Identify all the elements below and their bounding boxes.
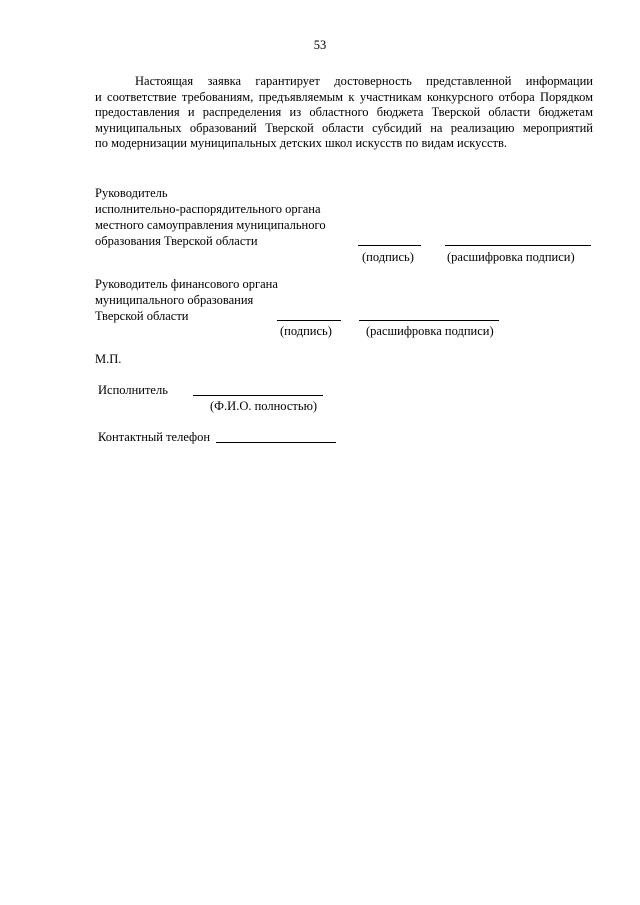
paragraph-line: и соответствие требованиям, предъявляемым к участникам конкурсного отбора Порядком — [95, 89, 593, 104]
finance-signature-line[interactable] — [277, 320, 341, 321]
head-title-line: местного самоуправления муниципального — [95, 218, 326, 232]
finance-title-line: муниципального образования — [95, 293, 254, 307]
guarantee-paragraph — [95, 74, 593, 152]
head-decoding-caption: (расшифровка подписи) — [447, 250, 575, 264]
executor-caption: (Ф.И.О. полностью) — [210, 399, 318, 413]
head-title-line: Руководитель — [95, 186, 168, 200]
seal-label: М.П. — [95, 352, 122, 366]
finance-signature-caption: (подпись) — [280, 324, 332, 338]
executor-name-line[interactable] — [193, 395, 323, 396]
paragraph-line: по модернизации муниципальных детских школ искусств по видам искусств. — [95, 136, 508, 150]
executor-label: Исполнитель — [98, 383, 168, 397]
paragraph-line: Настоящая заявка гарантирует достоверность представленной информации — [135, 74, 593, 88]
contact-phone-label: Контактный телефон — [98, 430, 211, 444]
finance-decoding-caption: (расшифровка подписи) — [366, 324, 494, 338]
paragraph-line: предоставления и распределения из областного бюджета Тверской области бюджетам — [95, 105, 593, 119]
finance-decoding-line[interactable] — [359, 320, 499, 321]
head-title-line: образования Тверской области — [95, 234, 258, 248]
contact-phone-line[interactable] — [216, 442, 336, 443]
head-decoding-line[interactable] — [445, 245, 591, 246]
head-signature-line[interactable] — [358, 245, 421, 246]
head-title-line: исполнительно-распорядительного органа — [95, 202, 321, 216]
paragraph-line: муниципальных образований Тверской области субсидий на реализацию мероприятий — [95, 120, 593, 135]
finance-title-line: Руководитель финансового органа — [95, 277, 278, 291]
finance-title-line: Тверской области — [95, 309, 189, 323]
head-signature-caption: (подпись) — [362, 250, 414, 264]
page-number: 53 — [313, 38, 327, 52]
